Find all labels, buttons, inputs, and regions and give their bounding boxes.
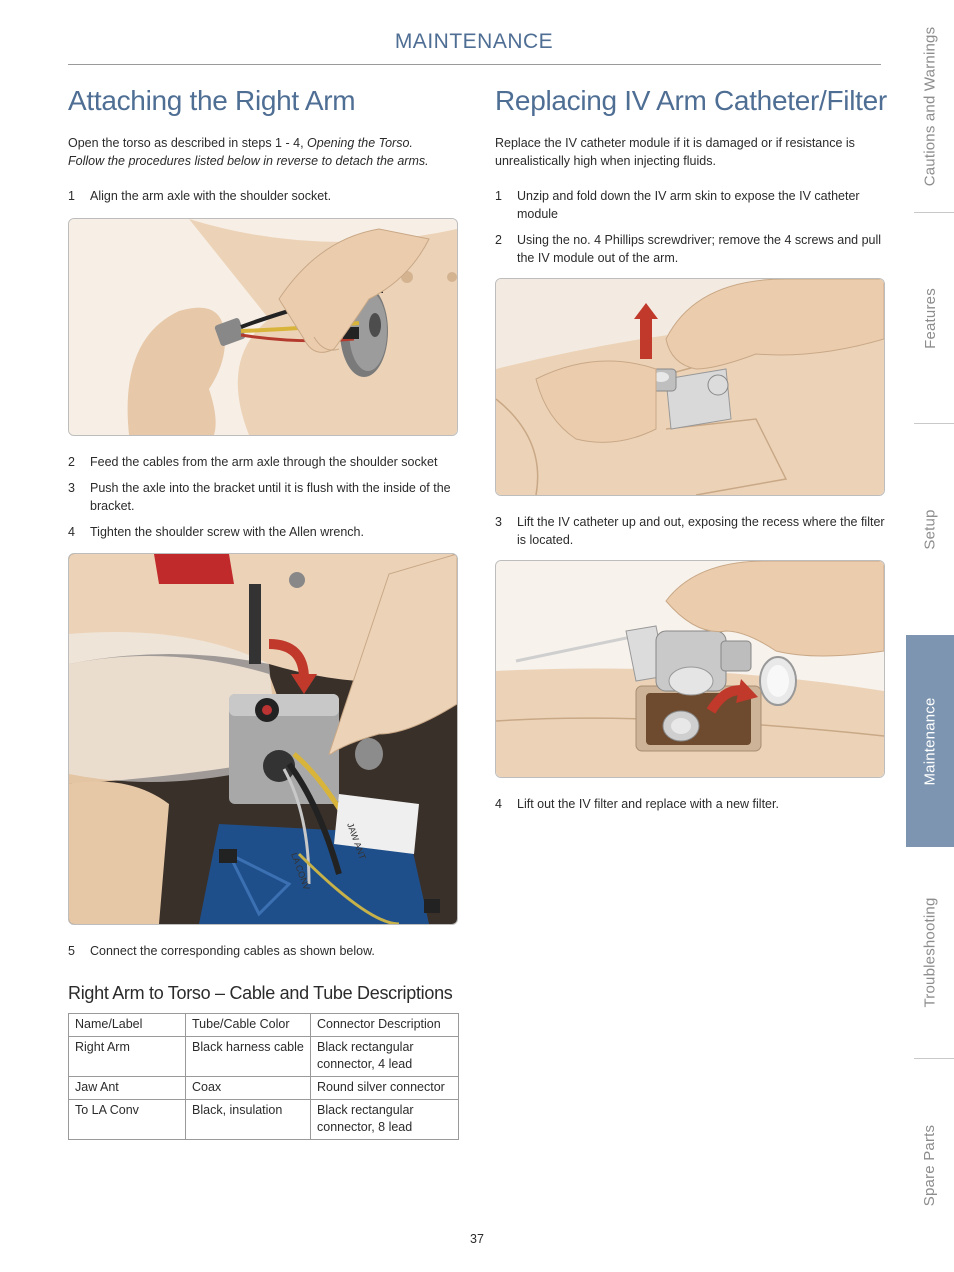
tab-troubleshooting[interactable]: [906, 847, 954, 1058]
step-number: 3: [68, 481, 75, 495]
table-header-row: [69, 1014, 459, 1037]
cable-table-title: Right Arm to Torso – Cable and Tube Descriptions: [68, 983, 453, 1003]
right-column: [495, 82, 887, 814]
step-text: Connect the corresponding cables as shown below.: [90, 943, 375, 958]
step-text: Unzip and fold down the IV arm skin to expose the IV catheter module: [517, 189, 860, 221]
table-header-cell: Name/Label: [69, 1014, 186, 1037]
step-text: Using the no. 4 Phillips screwdriver; remove the 4 screws and pull the IV module out of the arm.: [517, 233, 882, 265]
step-number: 4: [68, 525, 75, 539]
right-intro: Replace the IV catheter module if it is damaged or if resistance is unrealistically high when injecting fluids.: [495, 136, 855, 168]
table-cell: To LA Conv: [69, 1100, 186, 1140]
right-step: [495, 188, 887, 223]
tab-setup[interactable]: [906, 424, 954, 635]
table-row: [69, 1100, 459, 1140]
table-cell: Jaw Ant: [69, 1077, 186, 1100]
table-cell: Coax: [186, 1077, 311, 1100]
step-text: Tighten the shoulder screw with the Allen wrench.: [90, 525, 364, 539]
left-step: [68, 943, 460, 961]
la-conv-label: LA CONV: [289, 850, 312, 891]
tab-label: Features: [921, 287, 939, 349]
shoulder-bracket-figure: [68, 553, 458, 925]
table-row: [69, 1077, 459, 1100]
step-text: Lift the IV catheter up and out, exposing the recess where the filter is located.: [517, 515, 885, 547]
step-text: Align the arm axle with the shoulder socket.: [90, 189, 332, 203]
iv-filter-figure: [495, 560, 885, 778]
right-step: [495, 232, 887, 267]
cable-description-table: [68, 1013, 459, 1140]
tab-maintenance[interactable]: [906, 635, 954, 847]
table-cell: Black rectangular connector, 8 lead: [311, 1100, 459, 1140]
table-cell: Black harness cable: [186, 1037, 311, 1077]
tab-cautions-and-warnings[interactable]: [906, 0, 954, 212]
table-cell: Black, insulation: [186, 1100, 311, 1140]
table-cell: Right Arm: [69, 1037, 186, 1077]
tab-label: Troubleshooting: [921, 897, 939, 1008]
chapter-tab-strip: [906, 0, 954, 1272]
tab-label: Setup: [921, 509, 939, 550]
step-number: 1: [68, 189, 75, 203]
step-number: 3: [495, 515, 502, 529]
table-header-cell: Connector Description: [311, 1014, 459, 1037]
tab-label: Cautions and Warnings: [921, 26, 939, 186]
header-divider: [68, 64, 881, 65]
table-cell: Black rectangular connector, 4 lead: [311, 1037, 459, 1077]
left-step: [68, 454, 460, 472]
right-step: [495, 514, 887, 549]
left-intro-text: Open the torso as described in steps 1 - 4,: [68, 136, 308, 150]
left-step: [68, 188, 460, 206]
left-section-title: Attaching the Right Arm: [68, 85, 356, 116]
table-row: [69, 1037, 459, 1077]
step-number: 5: [68, 943, 75, 958]
step-number: 2: [68, 454, 75, 469]
tab-label: Spare Parts: [921, 1124, 939, 1207]
table-header-cell: Tube/Cable Color: [186, 1014, 311, 1037]
right-step: [495, 796, 887, 814]
page-number: 37: [470, 1232, 484, 1246]
left-intro-note: Follow the procedures listed below in reverse to detach the arms.: [68, 154, 429, 168]
step-number: 1: [495, 189, 502, 203]
section-header: MAINTENANCE: [394, 30, 554, 53]
tab-label: Maintenance: [921, 696, 939, 786]
left-step: [68, 480, 460, 515]
left-intro: [68, 134, 460, 170]
table-cell: Round silver connector: [311, 1077, 459, 1100]
iv-module-figure: [495, 278, 885, 496]
right-section-title: Replacing IV Arm Catheter/Filter: [495, 85, 887, 116]
tab-features[interactable]: [906, 213, 954, 423]
left-column: [68, 82, 460, 1140]
arm-axle-figure: [68, 218, 458, 436]
left-intro-reference: Opening the Torso.: [307, 136, 413, 150]
left-step: [68, 524, 460, 542]
step-number: 4: [495, 797, 502, 811]
jaw-ant-label: JAW ANT: [345, 820, 368, 861]
step-number: 2: [495, 233, 502, 247]
step-text: Lift out the IV filter and replace with a new filter.: [517, 797, 779, 811]
step-text: Push the axle into the bracket until it is flush with the inside of the bracket.: [90, 481, 451, 513]
step-text: Feed the cables from the arm axle through the shoulder socket: [90, 454, 438, 469]
